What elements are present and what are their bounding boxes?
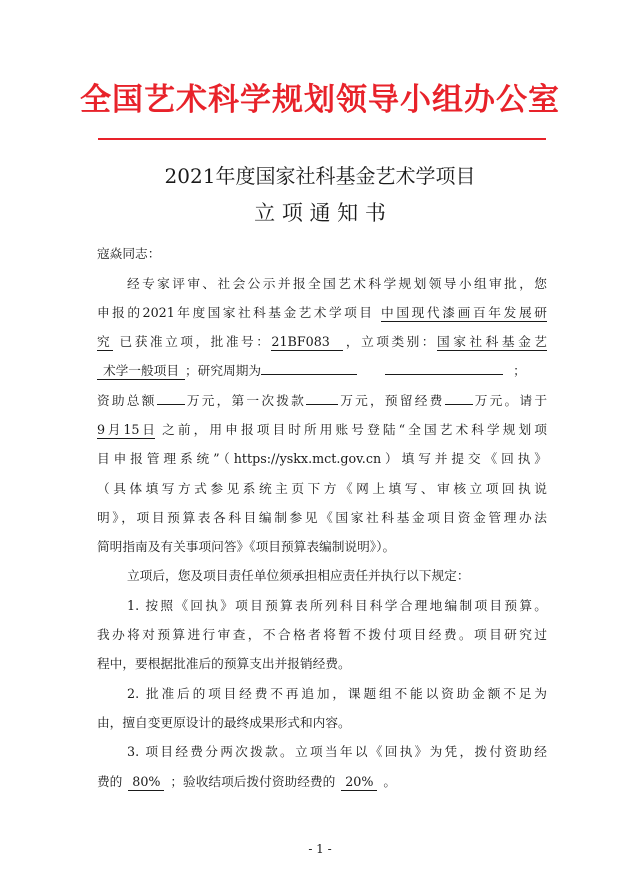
body-text: 。 xyxy=(383,774,396,789)
first-payment-blank xyxy=(306,389,338,405)
body-text: 已获准立项，批准号： xyxy=(119,334,272,349)
final-payment-percent-field: 20% xyxy=(341,774,377,791)
project-title-field: 中国现代漆画百年发展研 xyxy=(380,305,547,320)
rule-3-line-2 xyxy=(97,770,547,794)
reserved-funding-blank xyxy=(445,389,473,405)
deadline-date-field: 9月15日 xyxy=(97,422,155,437)
body-text: 万元，预留经费 xyxy=(338,393,445,408)
project-category-field-cont: 术学一般项目 xyxy=(97,363,185,380)
red-divider-line xyxy=(98,138,546,140)
body-line-7: 目申报管理系统”（https://yskx.mct.gov.cn）填写并提交《回执》 xyxy=(97,451,547,466)
body-text: 费的 xyxy=(97,774,123,789)
body-text: ；验收结项后拨付资助经费的 xyxy=(170,774,336,789)
research-period-start-blank xyxy=(261,359,357,375)
page-number: - 1 - xyxy=(308,842,332,856)
body-line-9: 明》，项目预算表各科目编制参见《国家社科基金项目资金管理办法 xyxy=(97,510,547,525)
body-line-8: （具体填写方式参见系统主页下方《网上填写、审核立项回执说 xyxy=(97,481,547,496)
body-text: 万元，第一次拨款 xyxy=(184,393,307,408)
body-line-10: 简明指南及有关事项问答》《项目预算表编制说明》）。 xyxy=(97,539,396,554)
body-text: 资助总额 xyxy=(97,393,157,408)
rule-3-line-1: 3. 项目经费分两次拨款。立项当年以《回执》为凭，拨付资助经 xyxy=(127,744,547,759)
project-title-field-cont: 究 xyxy=(97,334,113,351)
body-line-3 xyxy=(97,330,547,354)
first-payment-percent-field: 80% xyxy=(128,774,164,791)
body-text: ； xyxy=(513,363,526,378)
research-period-end-blank xyxy=(385,359,503,375)
rule-1-line-3: 程中，要根据批准后的预算支出并报销经费。 xyxy=(97,656,351,671)
rule-2-line-2: 由，擅自变更原设计的最终成果形式和内容。 xyxy=(97,715,351,730)
body-line-4 xyxy=(97,359,547,383)
body-line-2 xyxy=(97,301,547,325)
project-category-field: 国家社科基金艺 xyxy=(437,334,547,349)
body-line-5 xyxy=(97,389,547,413)
body-text: 之前，用申报项目时所用账号登陆“全国艺术科学规划项 xyxy=(162,422,547,437)
body-text: 万元。请于 xyxy=(472,393,547,408)
approval-number-field: 21BF083 xyxy=(271,334,343,351)
body-line-11: 立项后，您及项目责任单位须承担相应责任并执行以下规定： xyxy=(127,568,470,583)
body-line-1: 经专家评审、社会公示并报全国艺术科学规划领导小组审批，您 xyxy=(127,276,547,291)
body-line-6 xyxy=(97,418,547,442)
notice-title: 2021年度国家社科基金艺术学项目 xyxy=(164,164,476,188)
body-text: ；研究周期为 xyxy=(185,363,262,378)
notice-subtitle: 立 项 通 知 书 xyxy=(254,201,386,225)
body-text: 申报的2021年度国家社科基金艺术学项目 xyxy=(97,305,375,320)
salutation: 寇焱同志： xyxy=(97,246,161,261)
rule-2-line-1: 2. 批准后的项目经费不再追加，课题组不能以资助金额不足为 xyxy=(127,686,547,701)
rule-1-line-1: 1. 按照《回执》项目预算表所列科目科学合理地编制项目预算。 xyxy=(127,598,547,613)
total-funding-blank xyxy=(157,389,185,405)
body-text: ，立项类别： xyxy=(343,334,437,349)
rule-1-line-2: 我办将对预算进行审查，不合格者将暂不拨付项目经费。项目研究过 xyxy=(97,627,547,642)
issuer-header: 全国艺术科学规划领导小组办公室 xyxy=(80,82,560,118)
